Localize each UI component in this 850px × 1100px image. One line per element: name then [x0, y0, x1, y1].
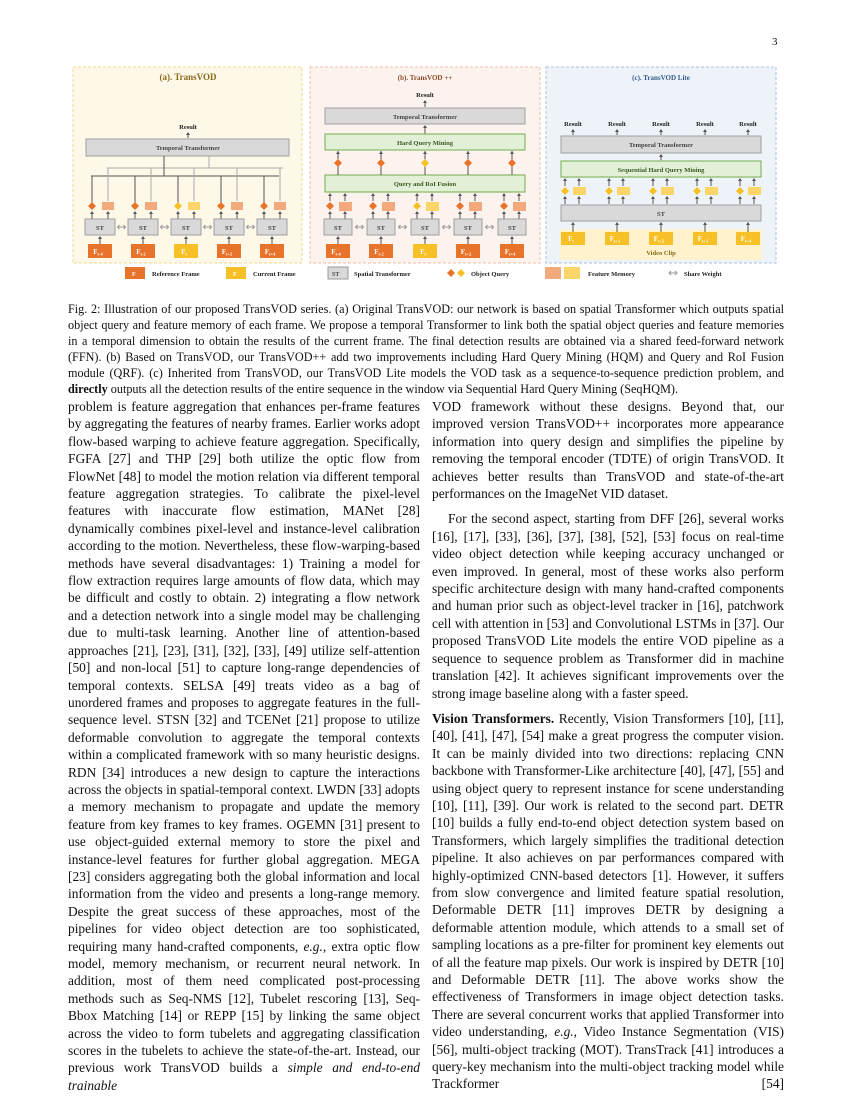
st-label: ST: [268, 225, 276, 232]
result-label: Result: [696, 121, 714, 128]
frame-label: $F_{t+4}$: [740, 235, 752, 244]
legend-frame-letter: F: [233, 272, 237, 278]
feature-memory-box: [469, 202, 482, 211]
feature-memory-box: [339, 202, 352, 211]
frame-label: $F_{t+2}$: [460, 248, 472, 257]
frame-label: $F_{t+1}$: [609, 235, 621, 244]
qrf-label: Query and RoI Fusion: [393, 181, 457, 188]
video-clip-label: Video Clip: [646, 250, 676, 257]
feature-memory-box: [102, 202, 114, 210]
object-query-diamond-icon: [447, 269, 455, 277]
legend-spatial-transformer-label: Spatial Transformer: [354, 271, 411, 278]
legend-feature-memory-swatch: [564, 267, 580, 279]
italic-text: e.g.,: [303, 938, 327, 954]
frame-label: $F_{t-4}$: [331, 248, 341, 257]
feature-memory-box: [382, 202, 395, 211]
st-label: ST: [182, 225, 190, 232]
share-weight-arrow-icon: [669, 271, 677, 275]
st-label: ST: [139, 225, 147, 232]
feature-memory-box: [617, 187, 630, 195]
panel-title: (b). TransVOD ++: [397, 74, 453, 82]
paragraph: [68, 398, 420, 1094]
feature-memory-box: [748, 187, 761, 195]
figure-transvod-series: [0, 0, 850, 295]
st-label: ST: [464, 225, 472, 232]
italic-text: simple and end-to-end trainable: [68, 1060, 420, 1093]
st-label: ST: [96, 225, 104, 232]
left-column: [68, 398, 420, 1094]
italic-text: e.g.,: [554, 1024, 577, 1040]
caption-text-end: outputs all the detection results of the entire sequence in the window via Sequential Hard Query Mining (SeqHQM).: [107, 382, 679, 396]
frame-label: $F_{t-4}$: [93, 248, 103, 257]
feature-memory-box: [274, 202, 286, 210]
feature-memory-box: [705, 187, 718, 195]
object-query-diamond-icon: [457, 269, 465, 277]
paragraph: For the second aspect, starting from DFF [26], several works [16], [17], [33], [36], [37], [38], [52], [53] focus on real-time video object detection while keeping accuracy unchanged or even improved. In general, most of these works also perform specific architecture design with many hand-crafted components and human prior such as object-level tracker in [16], patchwork cell with attention in [53] and Convolutional LSTMs in [37]. Our proposed TransVOD Lite models the entire VOD pipeline as a sequence to sequence problem as Transformer did in machine translation [42]. It achieves significant improvements over the strong image baseline along with a faster speed.: [432, 511, 784, 701]
right-column: [432, 398, 784, 1093]
frame-label: $F_{t-2}$: [374, 248, 384, 257]
frame-label: $F_t$: [568, 235, 574, 244]
panel-title: (c). TransVOD Lite: [632, 74, 690, 82]
caption-text: Fig. 2: Illustration of our proposed TransVOD series. (a) Original TransVOD: our network is based on spatial Transformer which outputs spatial object query and feature memory of each frame. We propose a temporal Transformer to link both the spatial object queries and feature memories in a temporal dimension to obtain the results of the current frame. The final detection results are obtained via a shared feed-forward network (FFN). (b) Based on TransVOD, our TransVOD++ add two improvements including Hard Query Mining (HQM) and Query and RoI Fusion module (QRF). (c) Inherited from TransVOD, our TransVOD Lite models the VOD task as a sequence-to-sequence prediction problem, and: [68, 302, 784, 380]
st-label: ST: [421, 225, 429, 232]
figure-caption: [68, 301, 784, 397]
result-label: Result: [739, 121, 757, 128]
st-label: ST: [225, 225, 233, 232]
result-label: Result: [564, 121, 582, 128]
page-number: 3: [772, 36, 778, 48]
temporal-transformer-label: Temporal Transformer: [629, 142, 693, 149]
legend-reference-frame-label: Reference Frame: [152, 271, 200, 278]
frame-label: $F_{t-2}$: [136, 248, 146, 257]
legend-frame-letter: F: [132, 272, 136, 278]
seqhqm-label: Sequential Hard Query Mining: [617, 167, 705, 174]
feature-memory-box: [573, 187, 586, 195]
result-label: Result: [179, 124, 197, 131]
frame-label: $F_{t+2}$: [221, 248, 233, 257]
hqm-label: Hard Query Mining: [397, 140, 453, 147]
feature-memory-box: [188, 202, 200, 210]
frame-label: $F_{t+4}$: [504, 248, 516, 257]
feature-memory-box: [513, 202, 526, 211]
frame-label: $F_t$: [420, 248, 426, 257]
text: extra optic flow model, memory mechanism, or recurrent neural network. In addition, most of them need complicated post-processing methods such as Seq-NMS [12], Tubelet rescoring [13], Seq-Bbox Matching [14] or REPP [15] by linking the same object across the video to form tubelets and aggregating classification scores in the tubelets to achieve the state-of-the-art. Instead, our previous work TransVOD builds a: [68, 938, 421, 1076]
st-label: ST: [508, 225, 516, 232]
temporal-transformer-label: Temporal Transformer: [393, 114, 457, 121]
st-label: ST: [657, 211, 665, 218]
text: Recently, Vision Transformers [10], [11], [40], [41], [47], [54] make a great progress the computer vision. It can be mainly divided into two directions: replacing CNN backbone with Transformer-Like architecture [40], [47], [55] and using object query to represent instance for scene understanding [10], [11], [39]. Our work is related to the second part. DETR [10] builds a fully end-to-end object detection system based on Transformers, which largely simplifies the traditional detection pipeline. It also achieves on par performances compared with highly-optimized CNN-based detectors [1]. However, it suffers from slow convergence and limited feature spatial resolution, Deformable DETR [11] improves DETR by designing a deformable attention module, which attends to a small set of sampling locations as a pre-filter for prominent key elements out of all the feature map pixels. Our work is inspired by DETR [10] and Deformable DETR [11]. The above works show the effectiveness of Transformers in image object detection tasks. There are several concurrent works that applied Transformer into video understanding,: [432, 710, 784, 1040]
frame-label: $F_{t+4}$: [264, 248, 276, 257]
legend-current-frame-label: Current Frame: [253, 271, 296, 278]
result-label: Result: [652, 121, 670, 128]
caption-bold: directly: [68, 382, 108, 396]
legend-object-query-label: Object Query: [471, 271, 510, 278]
feature-memory-box: [145, 202, 157, 210]
result-label: Result: [416, 92, 434, 99]
section-heading: Vision Transformers.: [432, 710, 555, 726]
frame-label: $F_{t+3}$: [697, 235, 709, 244]
temporal-transformer-label: Temporal Transformer: [156, 145, 220, 152]
frame-label: $F_{t+2}$: [653, 235, 665, 244]
paragraph-vision-transformers: [432, 710, 784, 1093]
text: problem is feature aggregation that enhances per-frame features by aggregating the features of nearby frames. Earlier works adopt flow-based warping to achieve feature aggregation. Specifically, FGFA [27] and THP [29] both utilize the optic flow from FlowNet [48] to model the motion relation via different temporal feature aggregation strategies. To calibrate the pixel-level features with inaccurate flow estimation, MANet [28] dynamically combines pixel-level and instance-level calibration according to the motion. Nevertheless, these flow-warping-based methods have several disadvantages: 1) Training a model for flow extraction requires large amounts of flow data, which may be difficult and costly to obtain. 2) integrating a flow network and a detection network into a single model may be challenging due to multi-task learning. Another line of attention-based approaches [21], [23], [31], [32], [33], [49] utilize self-attention [50] and non-local [51] to capture long-range dependencies of temporal contexts. SELSA [49] treats video as a bag of unordered frames and proposes to aggregate features in the full-sequence level. STSN [32] and TCENet [21] propose to utilize deformable convolution to aggregate the temporal contexts within a complicated framework with so many heuristic designs. RDN [34] introduces a new design to capture the interactions across the objects in spatial-temporal context. LWDN [33] adopts a memory mechanism to propagate and update the memory feature from key frames to key frames. OGEMN [31] present to use object-guided external memory to store the pixel and instance-level features for further global aggregation. MEGA [23] considers aggregating both the global information and local information from the video and presents a long-range memory. Despite the great success of these approaches, most of the pipelines for video object detection are too sophisticated, requiring many hand-crafted components,: [68, 399, 420, 954]
legend-share-weight-label: Share Weight: [684, 271, 722, 278]
st-label: ST: [377, 225, 385, 232]
result-label: Result: [608, 121, 626, 128]
st-label: ST: [334, 225, 342, 232]
feature-memory-box: [426, 202, 439, 211]
feature-memory-box: [231, 202, 243, 210]
frame-label: $F_t$: [181, 248, 187, 257]
legend-feature-memory-label: Feature Memory: [588, 271, 635, 278]
paragraph: VOD framework without these designs. Beyond that, our improved version TransVOD++ incorporates more appearance information into query design and simplifies the pipeline by removing the temporal encoder (TDTE) of origin TransVOD. It achieves better results than TransVOD and state-of-the-art performances on the ImageNet VID dataset.: [432, 399, 784, 502]
legend-feature-memory-swatch: [545, 267, 561, 279]
panel-title: (a). TransVOD: [159, 72, 217, 82]
legend-st-text: ST: [332, 272, 340, 278]
text: Video Instance Segmentation (VIS) [56], multi-object tracking (MOT). TransTrack [41] introduces a query-key mechanism into the multi-object tracking model while Trackformer [54]: [432, 1024, 784, 1092]
feature-memory-box: [661, 187, 674, 195]
